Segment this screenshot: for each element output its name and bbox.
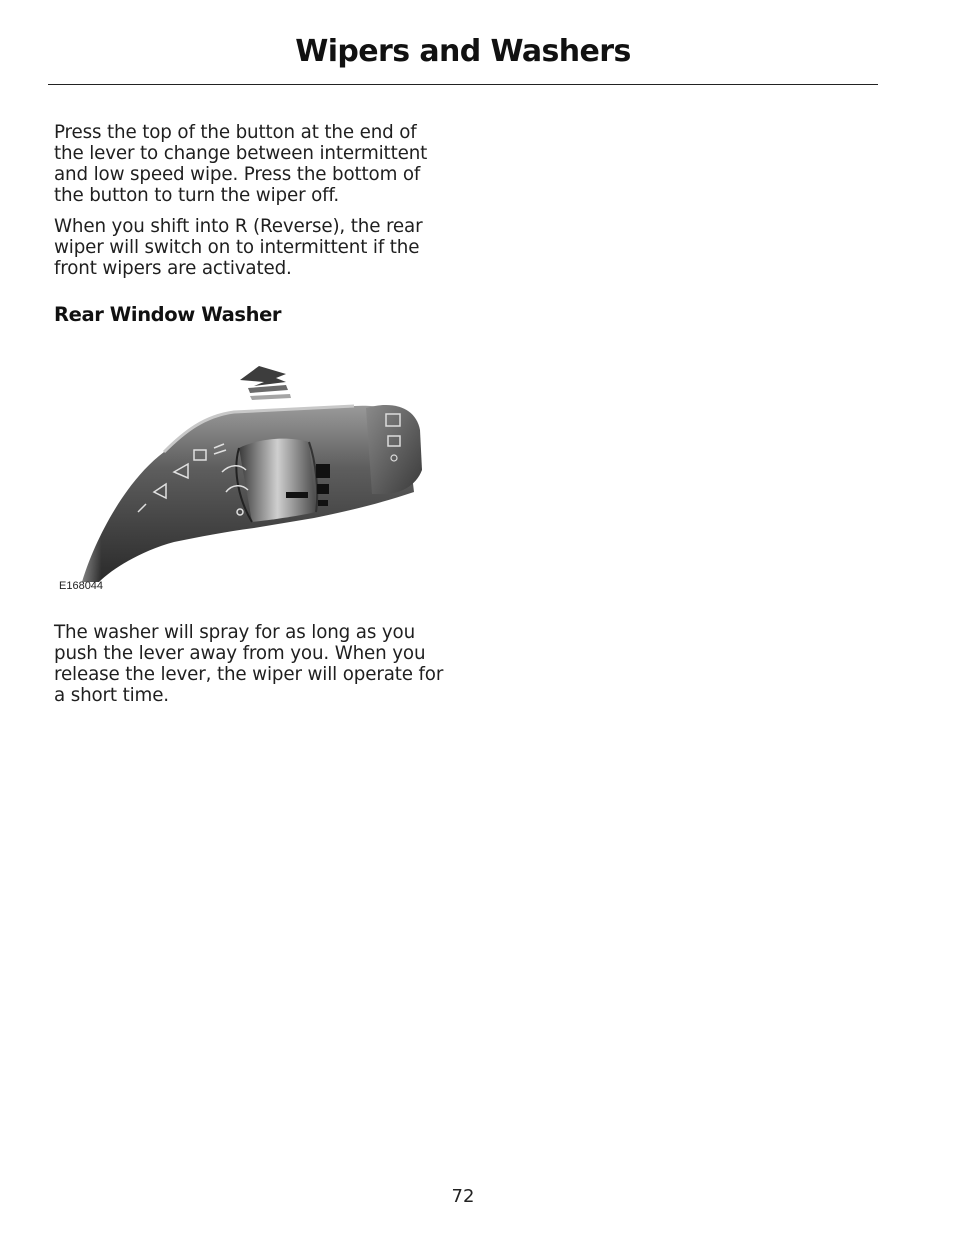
section-heading: Rear Window Washer: [54, 303, 282, 326]
wiper-lever-figure: [54, 352, 449, 602]
page-number: 72: [451, 1186, 475, 1207]
content-column: [54, 122, 449, 716]
title-divider: [48, 84, 878, 85]
body-paragraph: Press the top of the button at the end of the lever to change between intermittent and low speed wipe. Press the bottom of the button to turn the wiper off.: [54, 122, 428, 206]
body-paragraph: The washer will spray for as long as you push the lever away from you. When you release the lever, the wiper will operate for a short time.: [54, 622, 444, 706]
rear-wiper-button: [366, 405, 422, 494]
wiper-lever-illustration: [54, 352, 449, 582]
figure-id: E168044: [59, 580, 104, 592]
body-paragraph: When you shift into R (Reverse), the rear wiper will switch on to intermittent if the front wipers are activated.: [54, 216, 423, 279]
page-title: Wipers and Washers: [295, 34, 631, 69]
